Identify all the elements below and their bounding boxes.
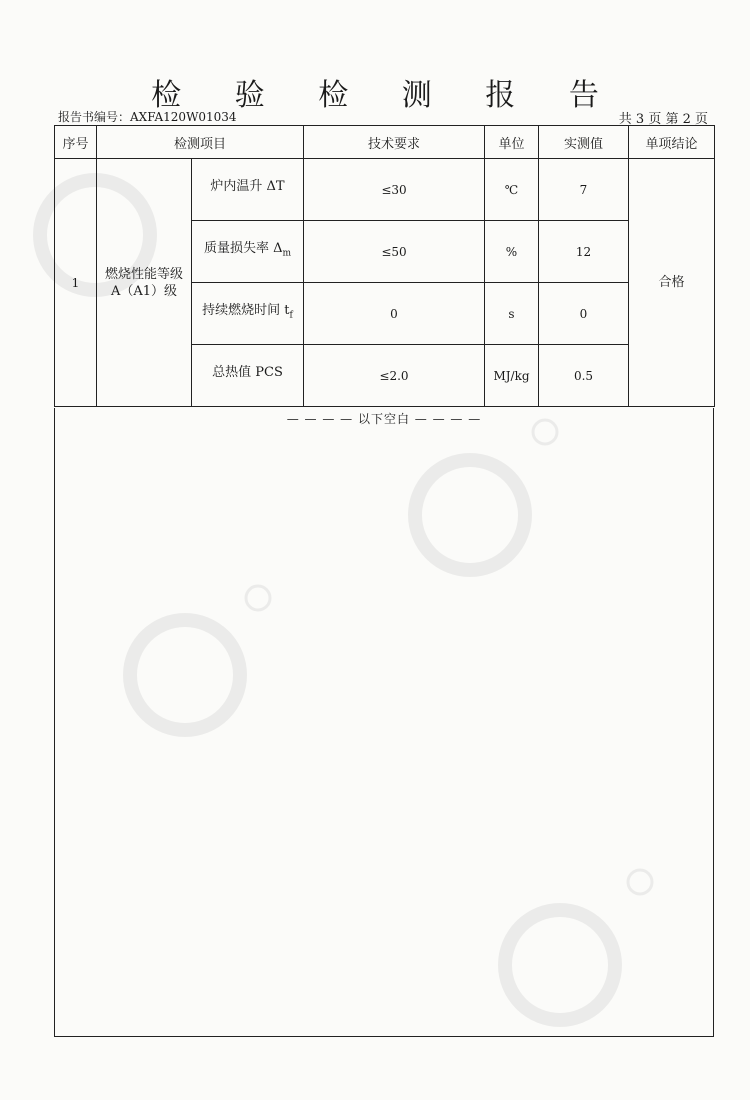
report-number: 报告书编号：AXFA120W01034 xyxy=(58,110,237,124)
requirement-cell: ≤2.0 xyxy=(304,345,485,407)
header-measured: 实测值 xyxy=(539,126,629,159)
measured-cell: 12 xyxy=(539,221,629,283)
item-cell xyxy=(192,283,304,345)
measured-cell: 0.5 xyxy=(539,345,629,407)
conclusion-cell: 合格 xyxy=(629,159,715,407)
header-unit: 单位 xyxy=(485,126,539,159)
unit-cell: MJ/kg xyxy=(485,345,539,407)
item-name: 炉内温升 ΔT xyxy=(210,179,285,195)
category-cell xyxy=(97,159,192,407)
measured-cell: 0 xyxy=(539,283,629,345)
table-row xyxy=(55,159,715,221)
item-subscript: f xyxy=(289,310,293,321)
item-cell xyxy=(192,159,304,221)
header-conclusion: 单项结论 xyxy=(629,126,715,159)
document-title: 检 验 检 测 报 告 xyxy=(151,78,621,113)
unit-cell: s xyxy=(485,283,539,345)
item-subscript: m xyxy=(282,248,292,259)
item-name: 总热值 PCS xyxy=(212,365,283,381)
requirement-cell: ≤50 xyxy=(304,221,485,283)
table-header-row xyxy=(55,126,715,159)
header-seq: 序号 xyxy=(55,126,97,159)
item-name: 持续燃烧时间 t xyxy=(202,303,290,319)
measured-cell: 7 xyxy=(539,159,629,221)
category-line-2: A（A1）级 xyxy=(110,283,178,299)
item-name: 质量损失率 Δ xyxy=(203,241,283,257)
seq-cell: 1 xyxy=(55,159,97,407)
category-line-1: 燃烧性能等级 xyxy=(104,266,183,282)
inspection-table xyxy=(54,125,715,407)
page-info: 共 3 页 第 2 页 xyxy=(618,112,708,127)
end-marker: — — — — 以下空白 — — — — xyxy=(286,412,482,426)
item-cell xyxy=(192,221,304,283)
unit-cell: % xyxy=(485,221,539,283)
header-requirement: 技术要求 xyxy=(304,126,485,159)
item-cell xyxy=(192,345,304,407)
unit-cell: ℃ xyxy=(485,159,539,221)
blank-area xyxy=(54,408,714,1037)
requirement-cell: ≤30 xyxy=(304,159,485,221)
header-item: 检测项目 xyxy=(97,126,304,159)
requirement-cell: 0 xyxy=(304,283,485,345)
